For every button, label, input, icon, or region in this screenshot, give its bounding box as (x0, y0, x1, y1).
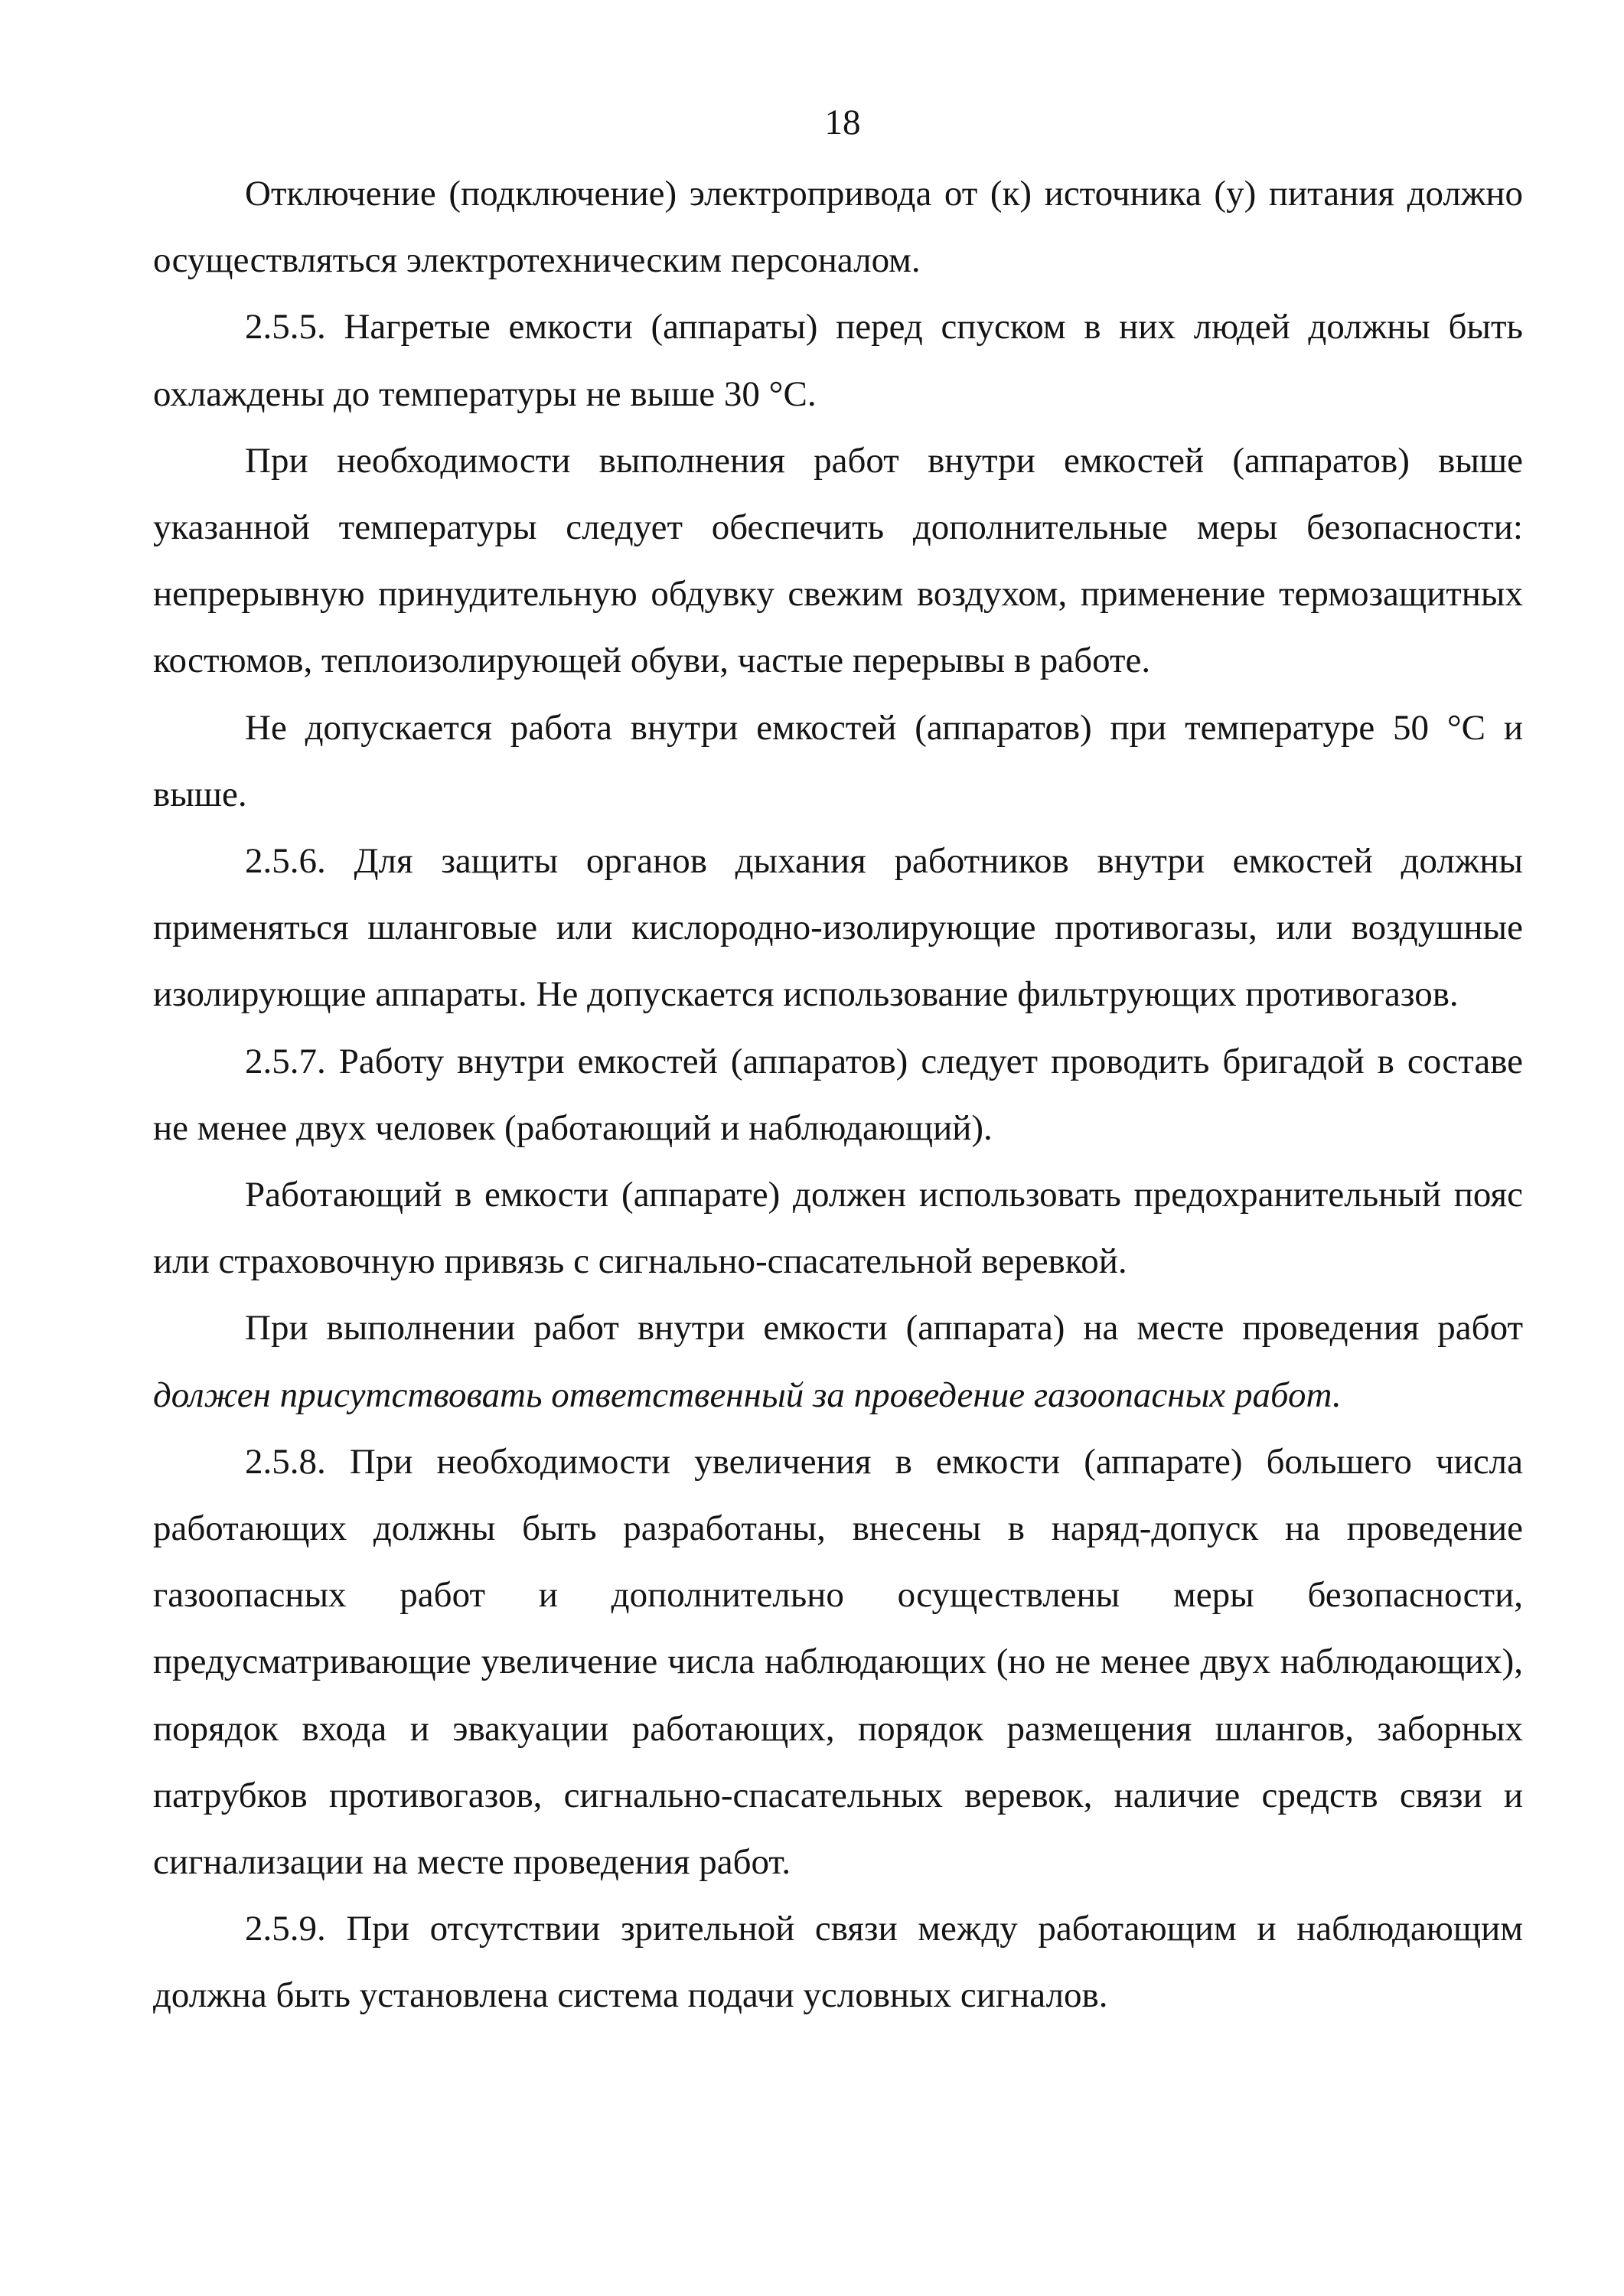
paragraph-50c-prohibition: Не допускается работа внутри емкостей (аппаратов) при температуре 50 °C и выше. (153, 707, 1523, 814)
paragraph-responsible-person-italic: должен присутствовать ответственный за проведение газоопасных работ. (153, 1375, 1342, 1415)
paragraph-power-disconnection: Отключение (подключение) электропривода от (к) источника (у) питания должно осуществляться электротехническим персоналом. (153, 174, 1523, 281)
paragraph-2-5-8: 2.5.8. При необходимости увеличения в емкости (аппарате) большего числа работающих должны быть разработаны, внесены в наряд-допуск на проведение газоопасных работ и дополнительно осуществлены меры безопасности, предусматривающие увеличение числа наблюдающих (но не менее двух наблюдающих), порядок входа и эвакуации работающих, порядок размещения шлангов, заборных патрубков противогазов, сигнально-спасательных веревок, наличие средств связи и сигнализации на месте проведения работ. (153, 1441, 1523, 1883)
paragraph-2-5-6: 2.5.6. Для защиты органов дыхания работников внутри емкостей должны применяться шланговые или кислородно-изолирующие противогазы, или воздушные изолирующие аппараты. Не допускается использование фильтрующих противогазов. (153, 841, 1523, 1015)
paragraph-2-5-7: 2.5.7. Работу внутри емкостей (аппаратов) следует проводить бригадой в составе не менее двух человек (работающий и наблюдающий). (153, 1041, 1523, 1148)
document-body (153, 161, 1523, 2030)
paragraph-safety-harness: Работающий в емкости (аппарате) должен использовать предохранительный пояс или страховочную привязь с сигнально-спасательной веревкой. (153, 1175, 1523, 1282)
paragraph-additional-safety-measures: При необходимости выполнения работ внутри емкостей (аппаратов) выше указанной температуры следует обеспечить дополнительные меры безопасности: непрерывную принудительную обдувку свежим воздухом, применение термозащитных костюмов, теплоизолирующей обуви, частые перерывы в работе. (153, 440, 1523, 681)
page-number: 18 (824, 103, 861, 142)
paragraph-2-5-5: 2.5.5. Нагретые емкости (аппараты) перед спуском в них людей должны быть охлаждены до температуры не выше 30 °C. (153, 307, 1523, 414)
paragraph-2-5-9: 2.5.9. При отсутствии зрительной связи между работающим и наблюдающим должна быть установлена система подачи условных сигналов. (153, 1909, 1523, 2016)
paragraph-responsible-person (153, 1295, 1523, 1428)
paragraph-responsible-person-start: При выполнении работ внутри емкости (аппарата) на месте проведения работ (245, 1308, 1523, 1349)
